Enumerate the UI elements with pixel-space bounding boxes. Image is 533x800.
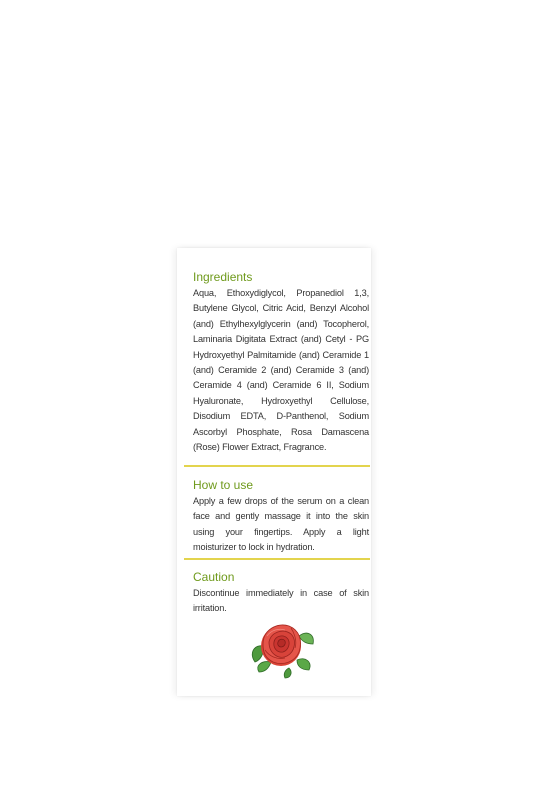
rose-flower-icon [247, 610, 317, 680]
how-to-use-title: How to use [193, 478, 254, 492]
product-box-side-panel [177, 248, 371, 696]
ingredients-text: Aqua, Ethoxydiglycol, Propanediol 1,3, Butylene Glycol, Citric Acid, Benzyl Alcohol (and) Ethylhexylglycerin (and) Tocopherol, Laminaria Digitata Extract (and) Cetyl - PG Hydroxyethyl Palmitamide (and) Ceramide 1 (and) Ceramide 2 (and) Ceramide 3 (and) Ceramide 4 (and) Ceramide 6 II, Sodium Hyaluronate, Hydroxyethyl Cellulose, Disodium EDTA, D-Panthenol, Sodium Ascorbyl Phosphate, Rosa Damascena (Rose) Flower Extract, Fragrance. [193, 288, 369, 453]
divider-1 [184, 465, 370, 467]
ingredients-section [193, 270, 369, 455]
caution-text: Discontinue immediately in case of skin irritation. [193, 588, 369, 614]
divider-2 [184, 558, 370, 560]
how-to-use-text: Apply a few drops of the serum on a clean face and gently massage it into the skin using your fingertips. Apply a light moisturizer to lock in hydration. [193, 496, 369, 553]
ingredients-title: Ingredients [193, 270, 253, 284]
how-to-use-section [193, 478, 369, 556]
caution-title: Caution [193, 570, 235, 584]
